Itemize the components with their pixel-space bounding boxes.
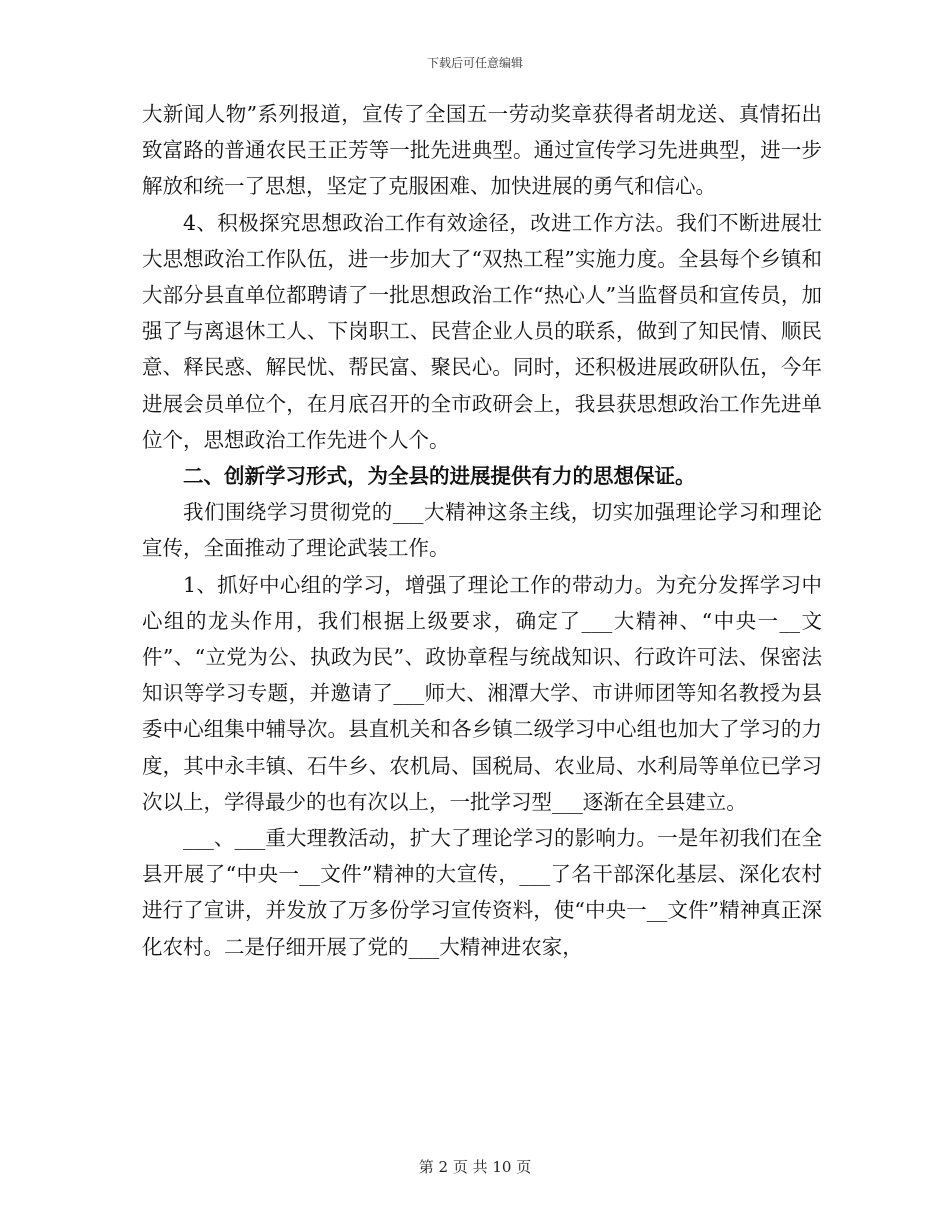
paragraph-item-2: ___、___重大理教活动，扩大了理论学习的影响力。一是年初我们在全县开展了“中央一__文件”精神的大宣传，___了名干部深化基层、深化农村进行了宣讲，并发放了万多份学习宣传资料，使“中央一__文件”精神真正深化农村。二是仔细开展了党的___大精神进农家， (142, 826, 822, 959)
section-heading-2: 二、创新学习形式，为全县的进展提供有力的思想保证。 (183, 464, 696, 489)
paragraph-intro: 我们围绕学习贯彻党的___大精神这条主线，切实加强理论学习和理论宣传，全面推动了理论武装工作。 (142, 500, 822, 561)
paragraph-item-1: 1、抓好中心组的学习，增强了理论工作的带动力。为充分发挥学习中心组的龙头作用，我们根据上级要求，确定了___大精神、“中央一__文件”、“立党为公、执政为民”、政协章程与统战知识、行政许可法、保密法知识等学习专题，并邀请了___师大、湘潭大学、市讲师团等知名教授为县委中心组集中辅导次。县直机关和各乡镇二级学习中心组也加大了学习的力度，其中永丰镇、石牛乡、农机局、国税局、农业局、水利局等单位已学习次以上，学得最少的也有次以上，一批学习型___逐渐在全县建立。 (142, 572, 822, 814)
paragraph-item-4: 4、积极探究思想政治工作有效途径，改进工作方法。我们不断进展壮大思想政治工作队伍，进一步加大了“双热工程”实施力度。全县每个乡镇和大部分县直单位都聘请了一批思想政治工作“热心人”当监督员和宣传员，加强了与离退休工人、下岗职工、民营企业人员的联系，做到了知民情、顺民意、释民惑、解民忧、帮民富、聚民心。同时，还积极进展政研队伍，今年进展会员单位个，在月底召开的全市政研会上，我县获思想政治工作先进单位个，思想政治工作先进个人个。 (142, 210, 822, 452)
page-footer: 第 2 页 共 10 页 (418, 1158, 532, 1176)
page-header: 下载后可任意编辑 (426, 56, 523, 70)
paragraph-continuation: 大新闻人物”系列报道，宣传了全国五一劳动奖章获得者胡龙送、真情拓出致富路的普通农民王正芳等一批先进典型。通过宣传学习先进典型，进一步解放和统一了思想，坚定了克服困难、加快进展的勇气和信心。 (142, 102, 822, 199)
document-body (142, 96, 822, 965)
